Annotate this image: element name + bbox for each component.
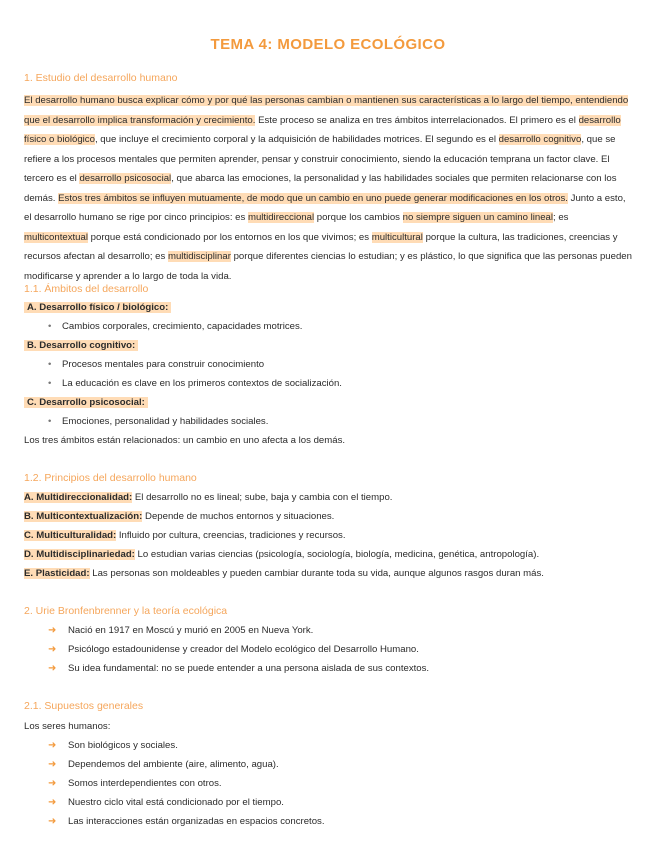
list-item: ➜ Dependemos del ambiente (aire, alimento, agua). [48, 756, 279, 774]
paragraph-text: , que incluye el crecimiento corporal y la adquisición de habilidades motrices. El segundo es el [94, 134, 499, 145]
highlighted-text: El desarrollo humano busca explicar cómo y por qué las personas cambian o mantienen sus características a lo largo del tiempo, entendiendo que el desarrollo implica transformación y crecimiento. [24, 95, 629, 126]
highlighted-text: Estos tres ámbitos se influyen mutuamente, de modo que un cambio en uno puede generar modificaciones en los otros. [58, 192, 568, 204]
section-heading-1-2: 1.2. Principios del desarrollo humano [24, 472, 197, 484]
list-item: ➜ Nació en 1917 en Moscú y murió en 2005 en Nueva York. [48, 622, 313, 640]
arrow-icon: ➜ [48, 663, 57, 674]
arrow-icon: ➜ [48, 644, 57, 655]
list-item: • Procesos mentales para construir conocimiento [48, 359, 265, 370]
arrow-icon: ➜ [48, 740, 57, 751]
paragraph-text: porque la cultura, las tradiciones, creencias y recursos afectan al desarrollo; es [24, 231, 618, 262]
arrow-icon: ➜ [48, 778, 57, 789]
paragraph-text: porque está condicionado por los entornos en los que vivimos; es [88, 231, 372, 243]
list-item: ➜ Nuestro ciclo vital está condicionado por el tiempo. [48, 794, 284, 812]
list-item: • Cambios corporales, crecimiento, capacidades motrices. [48, 321, 303, 332]
subheading-a: A. Desarrollo físico / biológico: [24, 299, 171, 317]
paragraph-text: ; es [553, 212, 569, 223]
subheading-c: C. Desarrollo psicosocial: [24, 394, 148, 412]
arrow-icon: ➜ [48, 797, 57, 808]
highlighted-text: desarrollo psicosocial [79, 173, 172, 184]
list-item: ➜ Son biológicos y sociales. [48, 737, 178, 755]
list-item: ➜ Somos interdependientes con otros. [48, 775, 222, 793]
section-2-1-intro: Los seres humanos: [24, 721, 111, 732]
principle-item: E. Plasticidad: Las personas son moldeables y pueden cambiar durante toda su vida, aunque algunos rasgos duran más. [24, 568, 544, 579]
arrow-icon: ➜ [48, 625, 57, 636]
highlighted-text: multicultural [371, 231, 423, 243]
highlighted-text: multidireccional [247, 212, 315, 223]
list-item: • Emociones, personalidad y habilidades sociales. [48, 416, 269, 427]
principle-item: C. Multiculturalidad: Influido por cultura, creencias, tradiciones y recursos. [24, 530, 346, 541]
list-item: ➜ Psicólogo estadounidense y creador del Modelo ecológico del Desarrollo Humano. [48, 641, 419, 659]
paragraph-text: , que se refiere a los procesos mentales que permiten aprender, pensar y construir conocimiento, siendo la educación temprana un factor clave. El tercero es el [24, 134, 616, 184]
section-heading-2-1: 2.1. Supuestos generales [24, 700, 144, 712]
section-heading-1: 1. Estudio del desarrollo humano [24, 72, 178, 84]
section-heading-1-1: 1.1. Ámbitos del desarrollo [24, 283, 149, 295]
arrow-icon: ➜ [48, 759, 57, 770]
list-item: ➜ Su idea fundamental: no se puede entender a una persona aislada de sus contextos. [48, 660, 429, 678]
section-1-paragraph [24, 91, 632, 286]
list-item: • La educación es clave en los primeros contextos de socialización. [48, 378, 342, 389]
section-1-1-closing: Los tres ámbitos están relacionados: un cambio en uno afecta a los demás. [24, 435, 346, 446]
paragraph-text: Junto a esto, el desarrollo humano se rige por cinco principios: es [24, 192, 626, 223]
highlighted-text: multicontextual [24, 231, 88, 243]
paragraph-text: , que abarca las emociones, la personalidad y las habilidades sociales que permiten relacionarse con los demás. [24, 173, 617, 204]
page-title: TEMA 4: MODELO ECOLÓGICO [210, 36, 446, 53]
highlighted-text: desarrollo cognitivo [498, 134, 582, 145]
section-heading-2: 2. Urie Bronfenbrenner y la teoría ecológica [24, 605, 228, 617]
principle-item: A. Multidireccionalidad: El desarrollo no es lineal; sube, baja y cambia con el tiempo. [24, 492, 393, 503]
subheading-b: B. Desarrollo cognitivo: [24, 337, 138, 355]
principle-item: D. Multidisciplinariedad: Lo estudian varias ciencias (psicología, sociología, biología, medicina, genética, antropología). [24, 549, 540, 560]
arrow-icon: ➜ [48, 816, 57, 827]
highlighted-text: multidisciplinar [167, 251, 231, 262]
paragraph-text: Este proceso se analiza en tres ámbitos interrelacionados. El primero es el [255, 114, 579, 126]
highlighted-text: no siempre siguen un camino lineal [402, 212, 554, 223]
highlighted-text: desarrollo físico o biológico [24, 114, 621, 145]
paragraph-text: porque los cambios [314, 212, 403, 223]
list-item: ➜ Las interacciones están organizadas en espacios concretos. [48, 813, 325, 831]
principle-item: B. Multicontextualización: Depende de muchos entornos y situaciones. [24, 511, 335, 522]
paragraph-text: porque diferentes ciencias lo estudian; y es plástico, lo que significa que las personas pueden modificarse y aprender a lo largo de toda la vida. [24, 251, 632, 282]
